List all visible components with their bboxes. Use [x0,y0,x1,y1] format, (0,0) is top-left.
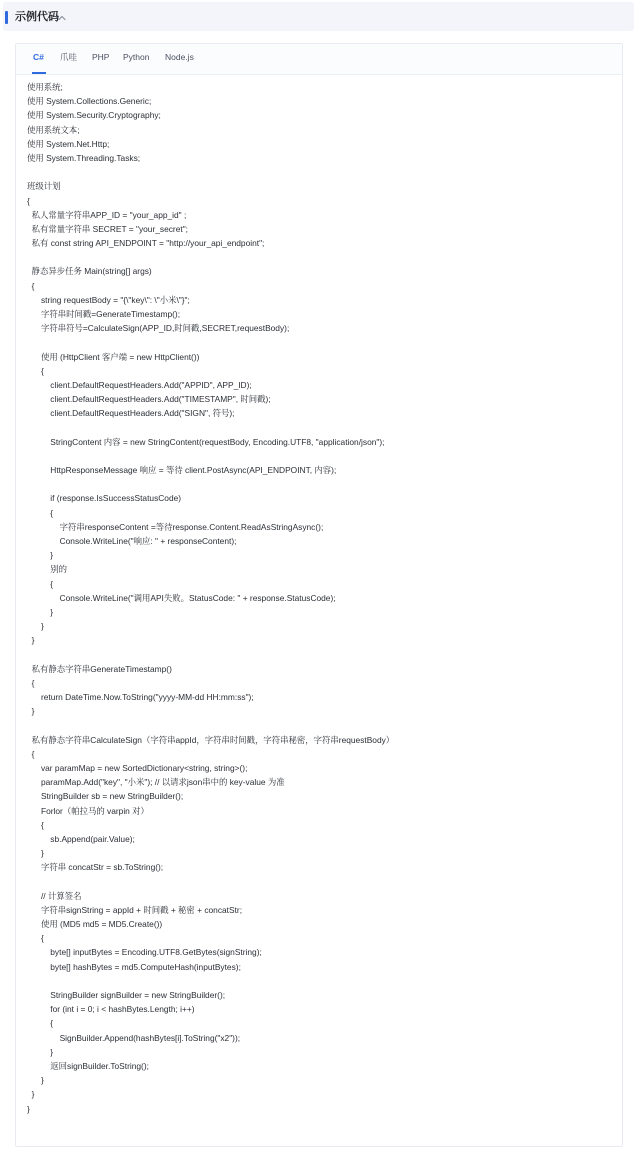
code-line: 别的 [27,564,68,575]
code-line: Console.WriteLine("调用API失败。StatusCode: " + response.StatusCode); [27,592,336,603]
code-block [27,80,394,1116]
section-title: 示例代码 [15,11,59,23]
code-line: StringBuilder sb = new StringBuilder(); [27,791,184,802]
code-line: Forlor（帕拉马的 varpin 对） [27,805,149,816]
active-tab-indicator [32,72,46,74]
code-line [27,421,394,435]
code-line: SignBuilder.Append(hashBytes[i].ToString("x2")); [27,1032,241,1043]
code-line: } [27,848,44,859]
code-line: } [27,550,54,561]
code-line: 使用系统; [27,82,63,92]
code-line: 使用 (HttpClient 客户端 = new HttpClient()) [27,351,200,362]
code-line: 班级计划 [27,181,61,192]
code-line: 使用系统文本; [27,124,80,135]
code-line: 使用 System.Threading.Tasks; [27,152,141,163]
code-line: 私有静态字符串GenerateTimestamp() [27,663,172,674]
code-line [27,250,394,264]
code-line: { [27,578,54,589]
section-accent-bar [5,11,8,24]
code-line: client.DefaultRequestHeaders.Add("TIMESTAMP", 时间戳); [27,394,271,405]
code-line: 字符串符号=CalculateSign(APP_ID,时间戳,SECRET,requestBody); [27,323,290,334]
code-line [27,165,394,179]
code-line: 私人常量字符串APP_ID = "your_app_id" ; [27,209,187,220]
code-line: 使用 System.Security.Cryptography; [27,110,161,121]
code-line: for (int i = 0; i < hashBytes.Length; i++) [27,1004,195,1015]
code-line: } [27,1075,44,1086]
code-line [27,974,394,988]
code-line: if (response.IsSuccessStatusCode) [27,493,182,504]
code-line: { [27,933,44,944]
code-line: // 计算签名 [27,890,82,901]
code-line: paramMap.Add("key", "小米"); // 以请求json串中的 key-value 为准 [27,777,285,788]
code-line [27,335,394,349]
code-line: { [27,365,44,376]
code-line: client.DefaultRequestHeaders.Add("SIGN", 符号); [27,408,235,419]
code-line: 字符串时间戳=GenerateTimestamp(); [27,309,181,319]
chevron-up-icon[interactable] [56,11,68,23]
code-line: 使用 (MD5 md5 = MD5.Create()) [27,919,163,930]
code-line [27,875,394,889]
section-header [3,2,634,31]
code-line [27,718,394,732]
code-line: StringBuilder signBuilder = new StringBuilder(); [27,990,226,1000]
code-line: byte[] inputBytes = Encoding.UTF8.GetBytes(signString); [27,947,262,958]
code-line: } [27,635,35,646]
code-line: StringContent 内容 = new StringContent(requestBody, Encoding.UTF8, "application/json"); [27,436,385,447]
code-line: byte[] hashBytes = md5.ComputeHash(inputBytes); [27,961,241,972]
code-line: 字符串responseContent =等待response.Content.ReadAsStringAsync(); [27,521,324,532]
code-line: } [27,706,35,717]
code-line [27,477,394,491]
code-line: 返回signBuilder.ToString(); [27,1060,149,1071]
code-line: { [27,280,35,291]
code-line: { [27,195,30,206]
code-line: { [27,819,44,830]
tab-java[interactable]: 爪哇 [60,52,78,62]
code-line: 静态异步任务 Main(string[] args) [27,266,152,277]
code-line: } [27,1103,30,1114]
code-line: { [27,677,35,688]
code-line: { [27,1018,54,1029]
code-line: string requestBody = "{\"key\": \"小米\"}"; [27,294,190,305]
code-line: return DateTime.Now.ToString("yyyy-MM-dd HH:mm:ss"); [27,692,254,703]
code-line: 字符串 concatStr = sb.ToString(); [27,862,164,873]
code-line: HttpResponseMessage 响应 = 等待 client.PostAsync(API_ENDPOINT, 内容); [27,465,337,476]
code-line: var paramMap = new SortedDictionary<string, string>(); [27,763,248,773]
code-line: 私有静态字符串CalculateSign（字符串appId，字符串时间戳，字符串秘密，字符串requestBody） [27,734,395,745]
code-line: { [27,507,54,518]
code-line: 使用 System.Collections.Generic; [27,96,152,107]
code-line: 私有 const string API_ENDPOINT = "http://your_api_endpoint"; [27,238,265,249]
code-line: client.DefaultRequestHeaders.Add("APPID", APP_ID); [27,379,252,390]
code-line: sb.Append(pair.Value); [27,833,135,844]
code-line: 使用 System.Net.Http; [27,138,110,149]
code-line: } [27,621,44,632]
tab-python[interactable]: Python [123,52,150,62]
tab-nodejs[interactable]: Node.js [165,52,194,62]
code-line: 字符串signString = appId + 时间戳 + 秘密 + concatStr; [27,904,243,915]
tab-csharp[interactable]: C# [33,52,44,62]
code-line: } [27,606,54,617]
code-line: Console.WriteLine("响应: " + responseContent); [27,536,237,546]
code-line: } [27,1089,35,1100]
tab-php[interactable]: PHP [92,52,110,62]
language-tabs [16,44,622,75]
code-line: 私有常量字符串 SECRET = "your_secret"; [27,223,188,234]
code-line [27,449,394,463]
code-line [27,648,394,662]
code-line: { [27,748,35,759]
code-line: } [27,1046,54,1057]
